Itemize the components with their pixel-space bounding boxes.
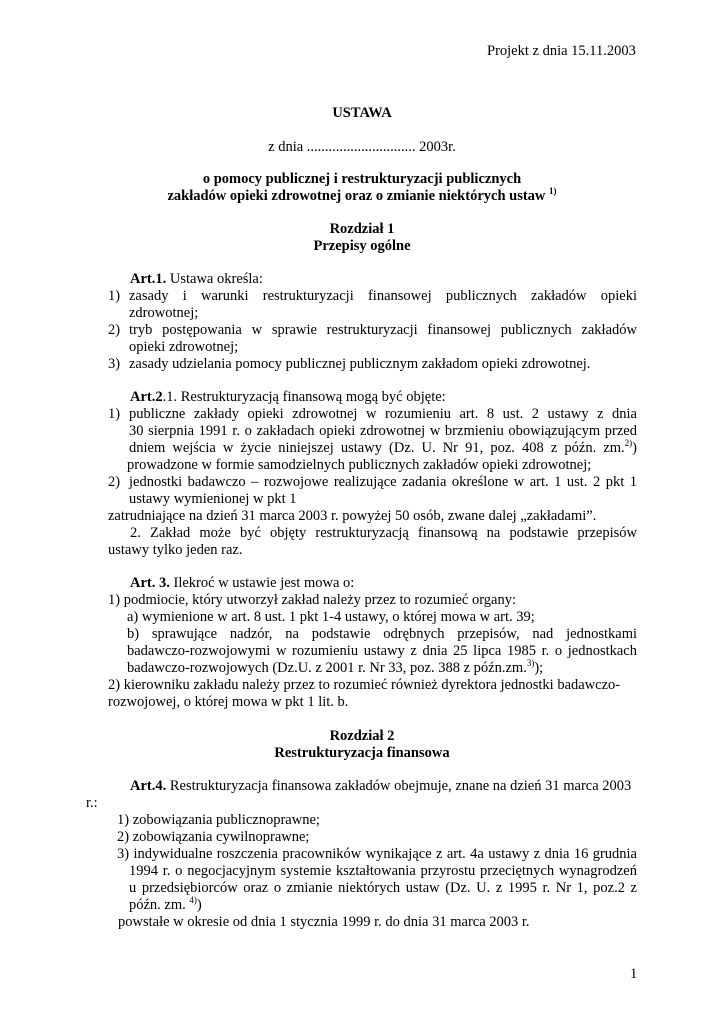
footnote-ref: 3) [526,658,535,669]
art4-item1: 1) zobowiązania publicznoprawne; [117,812,320,828]
art1-item1-num: 1) [108,288,121,304]
chapter1-name: Przepisy ogólne [313,238,411,254]
page-number: 1 [630,966,638,982]
art2-item1-line1: publiczne zakłady opieki zdrowotnej w rozumieniu art. 8 ust. 2 ustawy z dnia [129,406,637,422]
art4-item3-line4: późn. zm. $^{4)}$) [129,895,202,913]
art2-para2-line1: 2. Zakład może być objęty restrukturyzacją finansową na podstawie przepisów [130,525,637,541]
art2-para2-line2: ustawy tylko jeden raz. [108,542,243,558]
art4-item2: 2) zobowiązania cywilnoprawne; [117,829,310,845]
art1-item2-line2: opieki zdrowotnej; [129,339,239,355]
chapter2-label: Rozdział 2 [329,728,395,744]
art4-intro-cont: r.: [86,795,98,811]
act-date: z dnia .............................. 2003r. [268,139,456,155]
art2-item1-line2: 30 sierpnia 1991 r. o zakładach opieki zdrowotnej w brzmieniu obowiązującym przed [129,423,637,439]
art2-item1-line4: prowadzone w formie samodzielnych publicznych zakładów opieki zdrowotnej; [127,457,592,473]
art3-item1: 1) podmiocie, który utworzył zakład należy przez to rozumieć organy: [108,592,516,608]
art3-item1b-line1: b) sprawujące nadzór, na podstawie odrębnych przepisów, nad jednostkami [127,626,637,642]
art1-item1-line2: zdrowotnej; [129,305,199,321]
art2-item1-num: 1) [108,406,121,422]
project-note: Projekt z dnia 15.11.2003 [487,43,636,59]
art2-item1-line3: dniem wejścia w życie niniejszej ustawy (Dz. U. Nr 91, poz. 408 z późn. zm.$^{2)}$) [129,438,637,456]
art3-item1b-line3: badawczo-rozwojowych (Dz.U. z 2001 r. Nr 33, poz. 388 z późn.zm.$^{3)}$); [127,658,544,676]
art2-item2-line1: jednostki badawczo – rozwojowe realizujące zadania określone w art. 1 ust. 2 pkt 1 [129,474,637,490]
art4-intro: Art.4. Restrukturyzacja finansowa zakładów obejmuje, znane na dzień 31 marca 2003 [130,778,632,794]
footnote-ref: 1) [549,186,557,197]
art4-item3-line2: 1994 r. o negocjacyjnym systemie kształtowania przyrostu przeciętnych wynagrodzeń [129,863,637,879]
act-heading: USTAWA [332,105,392,121]
art1-item3-num: 3) [108,356,121,372]
art3-item1a: a) wymienione w art. 8 ust. 1 pkt 1-4 ustawy, o której mowa w art. 39; [127,609,535,625]
art4-closing: powstałe w okresie od dnia 1 stycznia 1999 r. do dnia 31 marca 2003 r. [118,914,530,930]
art1-intro: Art.1. Ustawa określa: [130,271,263,287]
art4-item3-line1: 3) indywidualne roszczenia pracowników wynikające z art. 4a ustawy z dnia 16 grudnia [117,846,637,862]
footnote-ref: 4) [189,895,197,906]
art1-item2-num: 2) [108,322,121,338]
art4-item3-line3: u przedsiębiorców oraz o zmianie niektórych ustaw (Dz. U. z 1995 r. Nr 1, poz.2 z [129,880,637,896]
art2-intro: Art.2.1. Restrukturyzacją finansową mogą być objęte: [130,389,446,405]
art3-item2-line1: 2) kierowniku zakładu należy przez to rozumieć również dyrektora jednostki badawczo- [108,677,621,693]
art1-item2-line1: tryb postępowania w sprawie restrukturyzacji finansowej publicznych zakładów [129,322,637,338]
chapter2-name: Restrukturyzacja finansowa [274,745,450,761]
art3-intro: Art. 3. Ilekroć w ustawie jest mowa o: [130,575,355,591]
art1-item1-line1: zasady i warunki restrukturyzacji finansowej publicznych zakładów opieki [129,288,637,304]
art1-item3-line1: zasady udzielania pomocy publicznej publicznym zakładom opieki zdrowotnej. [129,356,591,372]
art3-item1b-line2: badawczo-rozwojowymi w rozumieniu ustawy z dnia 25 lipca 1985 r. o jednostkach [127,643,637,659]
art2-item2-num: 2) [108,474,121,490]
art3-item2-line2: rozwojowej, o której mowa w pkt 1 lit. b. [108,694,349,710]
chapter1-label: Rozdział 1 [329,221,395,237]
act-subject-line1: o pomocy publicznej i restrukturyzacji publicznych [202,171,522,187]
footnote-ref: 2) [624,438,633,449]
act-subject-line2: zakładów opieki zdrowotnej oraz o zmianie niektórych ustaw $^{1)}$ [167,186,557,204]
art2-item2-line2: ustawy wymienionej w pkt 1 [129,491,297,507]
art2-item2-line3: zatrudniające na dzień 31 marca 2003 r. powyżej 50 osób, zwane dalej „zakładami”. [108,508,597,524]
